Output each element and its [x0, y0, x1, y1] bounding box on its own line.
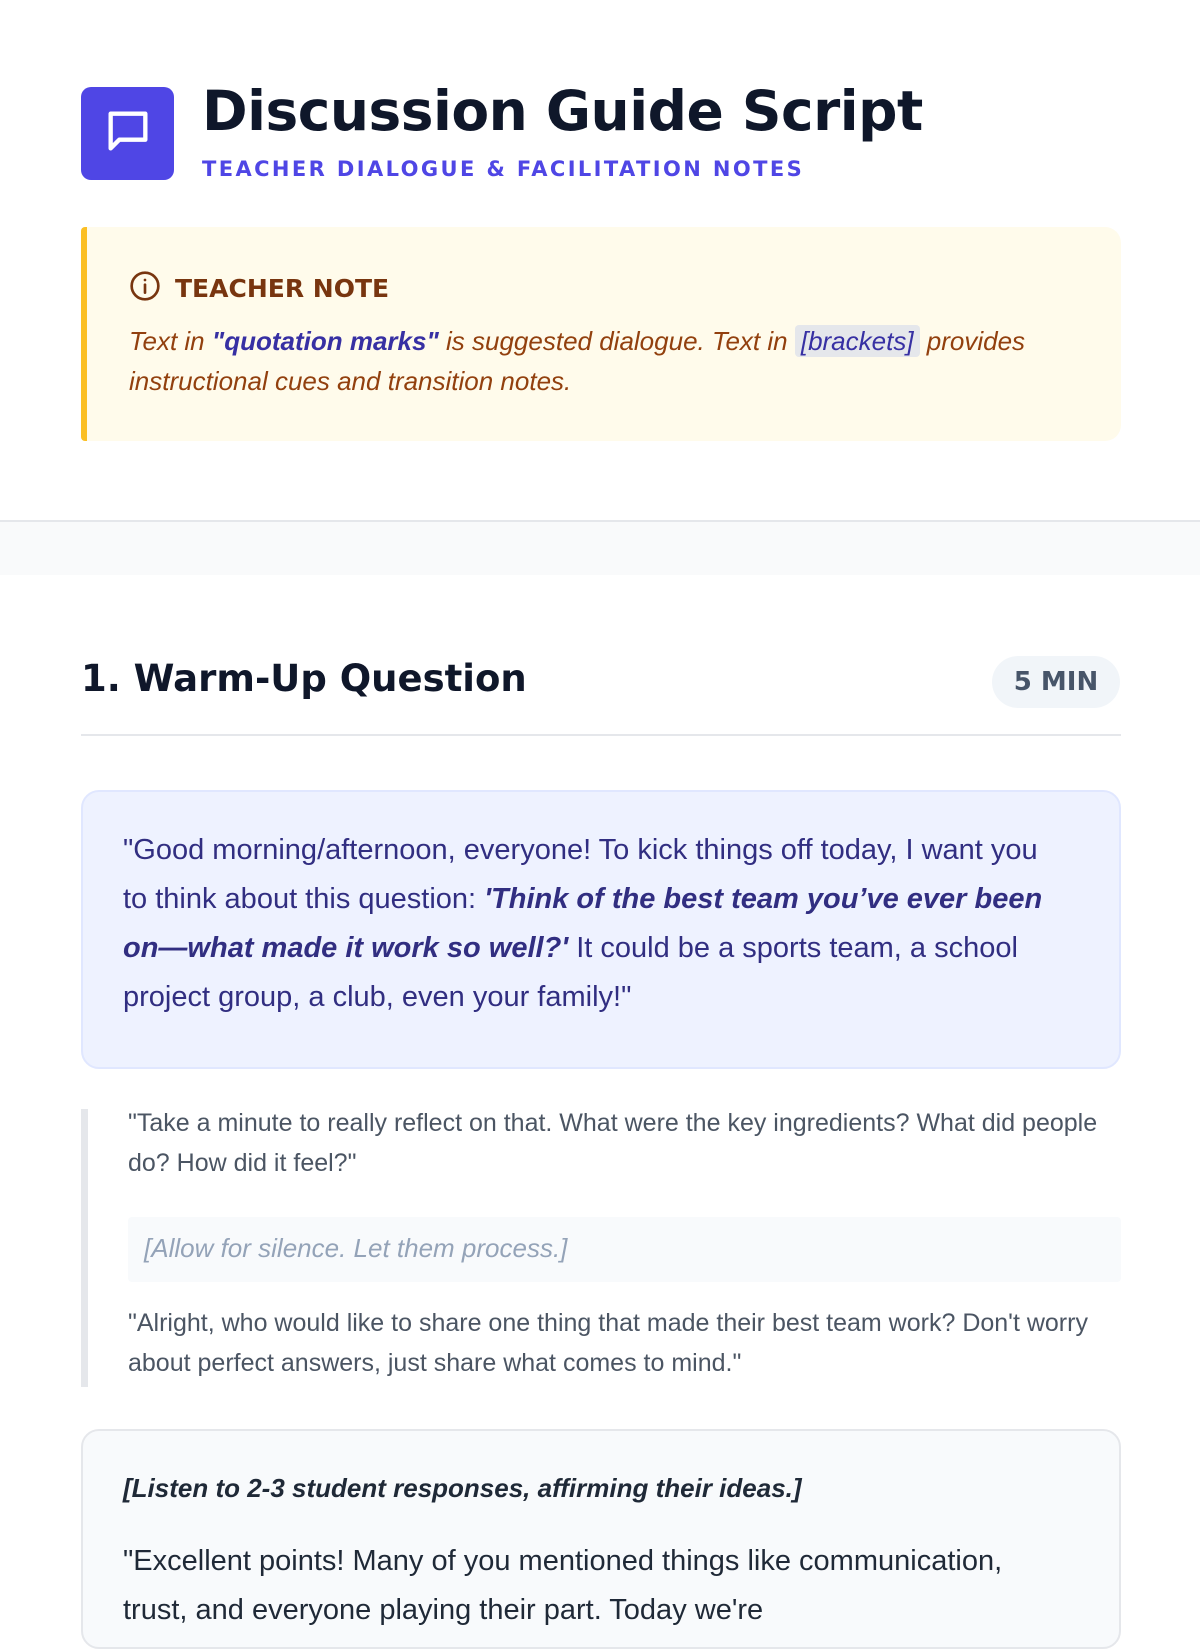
main-dialogue-card: [81, 790, 1121, 1069]
teacher-note-callout: [81, 227, 1121, 441]
teacher-note-header: [129, 270, 389, 307]
teacher-note-text: [129, 321, 1029, 401]
note-bracket-example: [brackets]: [795, 325, 920, 357]
note-text-3: provides instructional cues and transition notes.: [129, 326, 1026, 396]
response-cue: [Listen to 2-3 student responses, affirming their ideas.]: [123, 1473, 802, 1503]
response-dialogue: "Excellent points! Many of you mentioned things like communication, trust, and everyone playing their part. Today we're: [123, 1545, 1003, 1626]
dialogue-emphasis: 'Think of the best team you’ve ever been on—what made it work so well?': [123, 883, 1043, 964]
chat-bubble-icon: [102, 105, 154, 162]
info-icon: [129, 270, 161, 307]
section-divider-band: [0, 520, 1200, 575]
main-dialogue-text: [123, 826, 1043, 1022]
note-text-2: is suggested dialogue. Text in: [438, 326, 795, 356]
followup-line-2: "Alright, who would like to share one thing that made their best team work? Don't worry about perfect answers, just share what comes to mind.": [128, 1309, 1088, 1377]
followup-quote-block: [81, 1109, 1121, 1387]
section-title: 1. Warm-Up Question: [81, 657, 527, 700]
dialogue-part-1: "Good morning/afternoon, everyone! To kick things off today, I want you to think about this question:: [123, 834, 1038, 915]
duration-badge: 5 MIN: [992, 656, 1120, 708]
page-subtitle: TEACHER DIALOGUE & FACILITATION NOTES: [202, 157, 805, 181]
teacher-note-title: TEACHER NOTE: [175, 274, 390, 303]
dialogue-part-2: It could be a sports team, a school project group, a club, even your family!": [123, 932, 1018, 1013]
page-title: Discussion Guide Script: [202, 79, 923, 143]
silence-cue-box: [128, 1217, 1121, 1282]
section-rule: [81, 734, 1121, 736]
note-quote-example: "quotation marks": [211, 326, 439, 356]
silence-cue-text: [Allow for silence. Let them process.]: [144, 1233, 568, 1263]
response-card: [81, 1429, 1121, 1649]
followup-line-1: "Take a minute to really reflect on that. What were the key ingredients? What did people do? How did it feel?": [128, 1109, 1098, 1177]
logo-badge: [81, 87, 174, 180]
page-header: [81, 79, 1121, 187]
note-text-1: Text in: [129, 326, 212, 356]
